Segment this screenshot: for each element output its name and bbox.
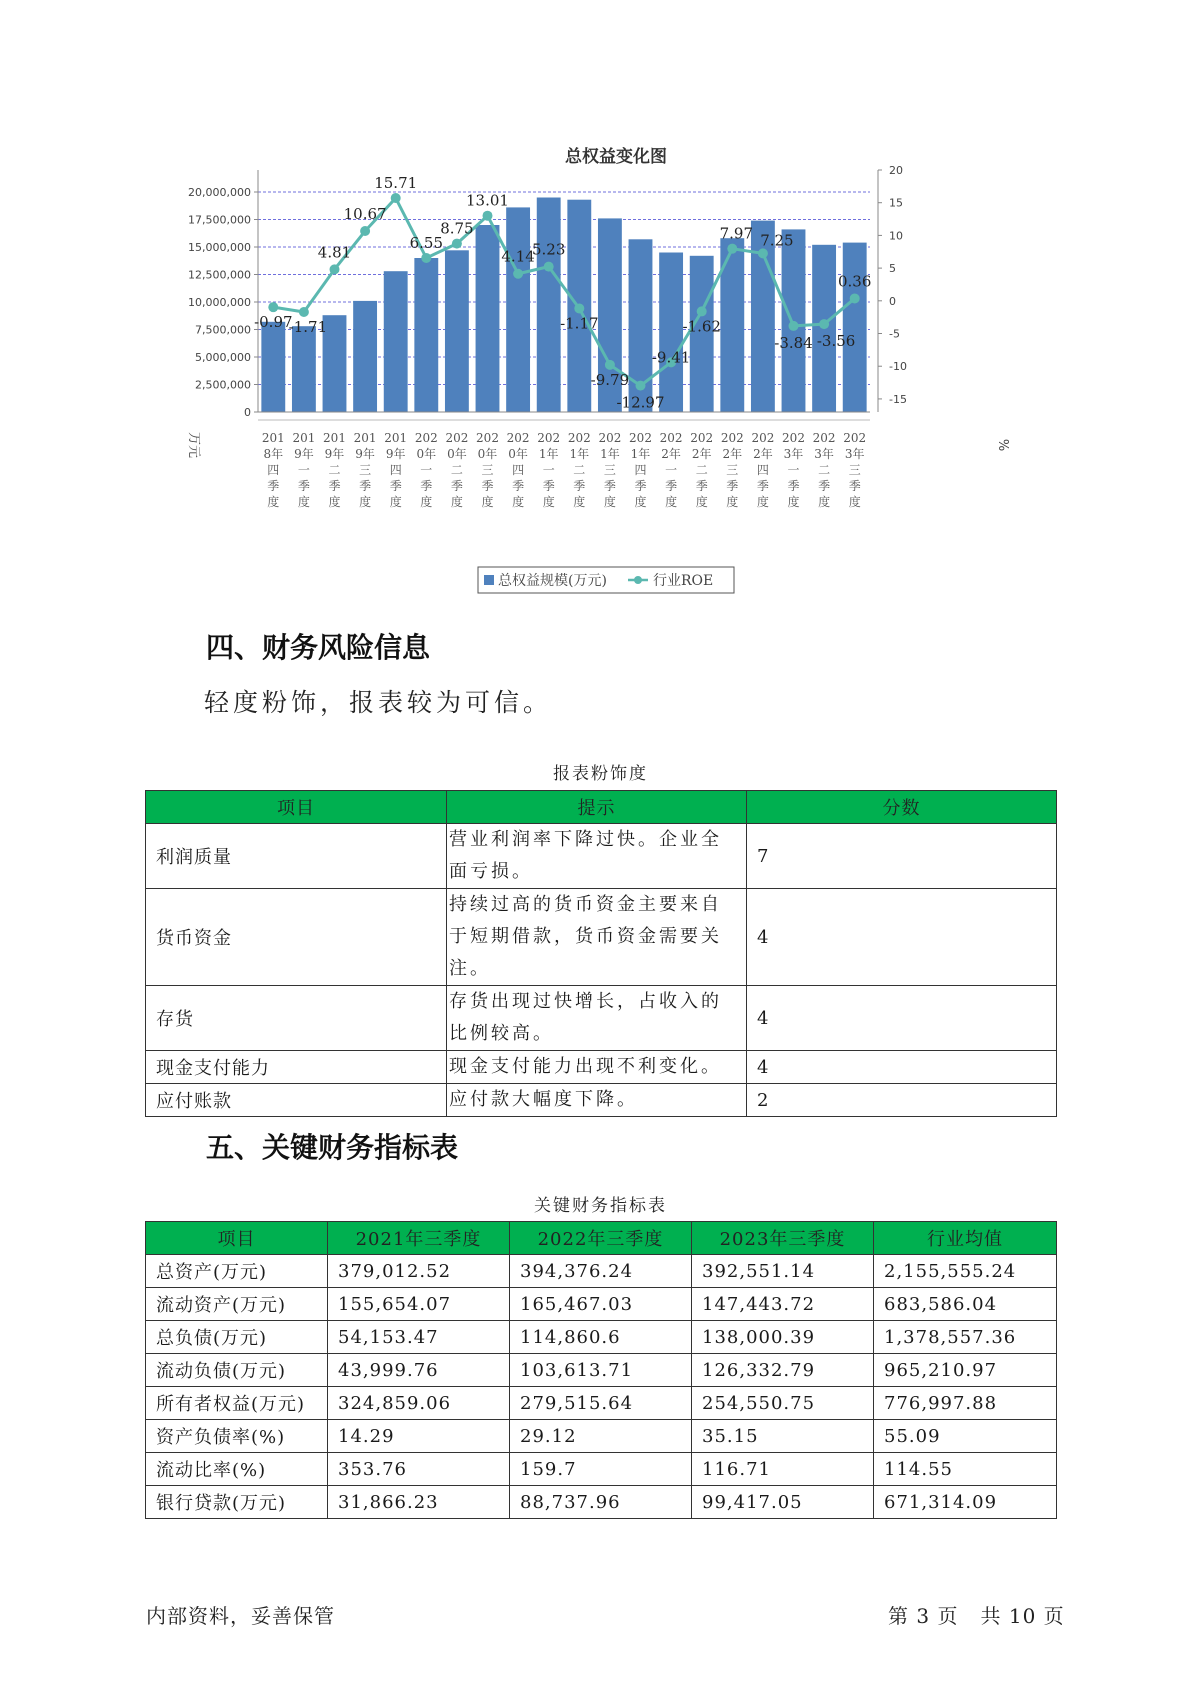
x-tick-label: 度: [848, 495, 861, 509]
y-right-tick-label: -5: [889, 327, 900, 341]
x-tick-label: 202: [720, 431, 744, 445]
x-tick-label: 一: [787, 463, 800, 477]
x-tick-label: 度: [573, 495, 586, 509]
x-tick-label: 三: [359, 463, 372, 477]
indicator-name: 所有者权益(万元): [146, 1387, 328, 1420]
roe-point: [636, 381, 646, 391]
x-tick-label: 度: [787, 495, 800, 509]
table-header-row: [146, 791, 1057, 824]
x-tick-label: 2年: [691, 447, 712, 461]
footer-page-number: 第 3 页 共 10 页: [888, 1604, 1065, 1628]
x-tick-label: 度: [328, 495, 341, 509]
x-tick-label: 三: [726, 463, 739, 477]
y-right-tick-label: 10: [889, 229, 903, 243]
x-tick-label: 201: [384, 431, 408, 445]
x-tick-label: 度: [726, 495, 739, 509]
value-2023q3: 126,332.79: [692, 1354, 874, 1387]
col-header-score: 分数: [747, 791, 1057, 824]
x-tick-label: 202: [537, 431, 561, 445]
roe-data-label: -9.41: [651, 348, 691, 367]
indicator-name: 流动比率(%): [146, 1453, 328, 1486]
value-2021q3: 54,153.47: [328, 1321, 510, 1354]
x-tick-label: 二: [695, 463, 708, 477]
x-tick-label: 9年: [355, 447, 375, 461]
x-tick-label: 度: [267, 495, 280, 509]
x-tick-label: 202: [476, 431, 499, 445]
x-tick-label: 季: [818, 479, 831, 493]
value-2023q3: 392,551.14: [692, 1255, 874, 1288]
roe-data-label: 7.25: [760, 231, 794, 250]
x-tick-label: 季: [603, 479, 616, 493]
table-row: [146, 1321, 1057, 1354]
equity-bar: [843, 243, 867, 412]
table-row: [146, 986, 1057, 1051]
roe-data-label: -0.97: [254, 313, 293, 332]
x-tick-label: 202: [843, 431, 867, 445]
x-tick-label: 季: [359, 479, 372, 493]
x-tick-label: 201: [292, 431, 316, 445]
indicator-name: 流动资产(万元): [146, 1288, 328, 1321]
roe-point: [299, 307, 309, 317]
roe-point: [360, 226, 370, 236]
value-2021q3: 31,866.23: [328, 1486, 510, 1519]
legend-line-label: 行业ROE: [653, 573, 714, 589]
table-row: [146, 1420, 1057, 1453]
value-2021q3: 43,999.76: [328, 1354, 510, 1387]
y-left-tick-label: 5,000,000: [195, 351, 251, 364]
roe-point: [544, 262, 554, 272]
col-header-2022q3: 2022年三季度: [510, 1222, 692, 1255]
roe-data-label: 5.23: [531, 240, 566, 259]
x-tick-label: 季: [787, 479, 800, 493]
x-tick-label: 2年: [753, 447, 773, 461]
x-tick-label: 季: [542, 479, 555, 493]
col-header-item: 项目: [146, 791, 447, 824]
y-right-tick-label: 20: [889, 164, 903, 177]
roe-data-label: 13.01: [466, 191, 509, 210]
x-tick-label: 三: [603, 463, 616, 477]
risk-score: 4: [747, 986, 1057, 1051]
roe-data-label: 6.55: [409, 233, 444, 252]
x-tick-label: 9年: [294, 447, 314, 461]
x-tick-label: 0年: [447, 447, 467, 461]
legend-bar-label: 总权益规模(万元): [498, 573, 607, 589]
col-header-hint: 提示: [447, 791, 747, 824]
x-tick-label: 202: [414, 431, 438, 445]
x-tick-label: 202: [812, 431, 836, 445]
x-tick-label: 季: [481, 479, 494, 493]
x-tick-label: 度: [542, 495, 555, 509]
equity-bar: [537, 198, 561, 413]
roe-data-label: 7.97: [719, 224, 754, 243]
table-row: [146, 1453, 1057, 1486]
y-left-tick-label: 15,000,000: [188, 241, 251, 254]
roe-point: [850, 293, 860, 303]
roe-point: [697, 306, 707, 316]
x-tick-label: 季: [512, 479, 525, 493]
x-tick-label: 3年: [814, 447, 834, 461]
x-tick-label: 一: [420, 463, 433, 477]
roe-data-label: -9.79: [590, 370, 630, 389]
value-2023q3: 254,550.75: [692, 1387, 874, 1420]
value-industry-avg: 1,378,557.36: [874, 1321, 1057, 1354]
value-2023q3: 35.15: [692, 1420, 874, 1453]
value-2022q3: 88,737.96: [510, 1486, 692, 1519]
x-tick-label: 三: [481, 463, 494, 477]
x-tick-label: 季: [267, 479, 280, 493]
table-row: [146, 1387, 1057, 1420]
x-tick-label: 202: [445, 431, 469, 445]
x-tick-label: 度: [665, 495, 678, 509]
x-tick-label: 四: [512, 463, 525, 477]
x-tick-label: 202: [659, 431, 683, 445]
x-tick-label: 季: [389, 479, 402, 493]
indicator-name: 流动负债(万元): [146, 1354, 328, 1387]
risk-table-caption: 报表粉饰度: [553, 764, 648, 784]
y-right-axis-label: %: [995, 438, 1010, 452]
x-tick-label: 二: [450, 463, 463, 477]
x-tick-label: 季: [756, 479, 769, 493]
roe-point: [605, 360, 615, 370]
x-tick-label: 0年: [477, 447, 498, 461]
x-tick-label: 季: [848, 479, 861, 493]
roe-data-label: -1.62: [682, 317, 721, 336]
x-tick-label: 季: [634, 479, 647, 493]
x-tick-label: 季: [450, 479, 463, 493]
value-industry-avg: 55.09: [874, 1420, 1057, 1453]
y-right-tick-label: 15: [889, 196, 903, 210]
roe-point: [574, 303, 584, 313]
value-2022q3: 159.7: [510, 1453, 692, 1486]
risk-score: 4: [747, 1051, 1057, 1084]
y-left-tick-label: 7,500,000: [195, 323, 251, 337]
y-left-axis-label: 万元: [186, 431, 201, 459]
roe-point: [330, 264, 340, 274]
equity-bar: [353, 301, 377, 412]
roe-point: [268, 302, 278, 312]
value-2022q3: 394,376.24: [510, 1255, 692, 1288]
x-tick-label: 1年: [600, 447, 620, 461]
x-tick-label: 度: [450, 495, 463, 509]
roe-point: [513, 269, 523, 279]
y-right-tick-label: 0: [889, 294, 896, 308]
x-tick-label: 四: [634, 463, 647, 477]
x-tick-label: 四: [389, 463, 402, 477]
risk-score: 4: [747, 889, 1057, 986]
roe-data-label: 4.81: [317, 243, 352, 262]
equity-bar: [292, 326, 316, 412]
x-tick-label: 202: [751, 431, 775, 445]
x-tick-label: 一: [542, 463, 555, 477]
chart-title: 总权益变化图: [565, 147, 667, 167]
roe-point: [391, 193, 401, 203]
value-2021q3: 324,859.06: [328, 1387, 510, 1420]
indicator-table: [145, 1221, 1057, 1519]
x-tick-label: 9年: [324, 447, 345, 461]
risk-hint: 应付款大幅度下降。: [447, 1084, 747, 1117]
value-2023q3: 99,417.05: [692, 1486, 874, 1519]
x-tick-label: 季: [665, 479, 678, 493]
roe-data-label: -1.17: [560, 314, 599, 333]
table-row: [146, 1051, 1057, 1084]
value-industry-avg: 114.55: [874, 1453, 1057, 1486]
risk-hint: 存货出现过快增长，占收入的比例较高。: [447, 986, 747, 1051]
roe-point: [452, 239, 462, 249]
y-right-tick-label: -10: [889, 360, 907, 374]
value-industry-avg: 671,314.09: [874, 1486, 1057, 1519]
x-tick-label: 202: [782, 431, 805, 445]
value-2022q3: 165,467.03: [510, 1288, 692, 1321]
x-tick-label: 202: [506, 431, 530, 445]
x-tick-label: 1年: [630, 447, 651, 461]
roe-point: [727, 244, 737, 254]
risk-hint: 持续过高的货币资金主要来自于短期借款，货币资金需要关注。: [447, 889, 747, 986]
x-tick-label: 度: [756, 495, 769, 509]
value-2023q3: 147,443.72: [692, 1288, 874, 1321]
col-header-industry-avg: 行业均值: [874, 1222, 1057, 1255]
risk-item: 存货: [146, 986, 447, 1051]
x-tick-label: 度: [603, 495, 616, 509]
x-tick-label: 3年: [844, 447, 865, 461]
value-2022q3: 103,613.71: [510, 1354, 692, 1387]
x-tick-label: 三: [848, 463, 861, 477]
indicator-name: 银行贷款(万元): [146, 1486, 328, 1519]
risk-item: 利润质量: [146, 824, 447, 889]
x-tick-label: 四: [756, 463, 769, 477]
x-tick-label: 201: [353, 431, 377, 445]
value-2023q3: 138,000.39: [692, 1321, 874, 1354]
x-tick-label: 度: [512, 495, 525, 509]
x-tick-label: 四: [267, 463, 280, 477]
value-2021q3: 379,012.52: [328, 1255, 510, 1288]
indicator-name: 资产负债率(%): [146, 1420, 328, 1453]
y-left-tick-label: 12,500,000: [188, 268, 251, 282]
section4-heading: 四、财务风险信息: [206, 631, 431, 664]
indicator-table-caption: 关键财务指标表: [534, 1196, 667, 1216]
legend-line-marker: [634, 576, 642, 584]
table-row: [146, 1354, 1057, 1387]
x-tick-label: 一: [665, 463, 678, 477]
x-tick-label: 季: [726, 479, 739, 493]
equity-bar: [659, 253, 683, 413]
roe-data-label: 0.36: [837, 272, 872, 291]
value-2021q3: 353.76: [328, 1453, 510, 1486]
roe-data-label: 15.71: [374, 174, 418, 193]
risk-summary: 轻度粉饰，报表较为可信。: [204, 688, 553, 717]
table-header-row: [146, 1222, 1057, 1255]
value-industry-avg: 776,997.88: [874, 1387, 1057, 1420]
x-tick-label: 0年: [508, 447, 528, 461]
x-tick-label: 度: [818, 495, 831, 509]
roe-data-label: -3.84: [774, 333, 813, 352]
equity-bar: [506, 207, 530, 412]
x-tick-label: 202: [690, 431, 714, 445]
roe-data-label: 8.75: [440, 219, 474, 238]
x-tick-label: 1年: [569, 447, 590, 461]
table-row: [146, 889, 1057, 986]
equity-change-chart: [170, 130, 1010, 600]
roe-point: [819, 319, 829, 329]
value-industry-avg: 683,586.04: [874, 1288, 1057, 1321]
indicator-name: 总资产(万元): [146, 1255, 328, 1288]
y-left-tick-label: 17,500,000: [188, 213, 251, 227]
col-header-item: 项目: [146, 1222, 328, 1255]
table-row: [146, 824, 1057, 889]
y-left-tick-label: 2,500,000: [195, 378, 251, 392]
table-row: [146, 1288, 1057, 1321]
value-industry-avg: 2,155,555.24: [874, 1255, 1057, 1288]
x-tick-label: 二: [328, 463, 341, 477]
x-tick-label: 度: [389, 495, 402, 509]
x-tick-label: 季: [297, 479, 310, 493]
table-row: [146, 1486, 1057, 1519]
x-tick-label: 2年: [722, 447, 743, 461]
equity-bar: [782, 229, 806, 412]
x-tick-label: 202: [598, 431, 622, 445]
x-tick-label: 二: [818, 463, 831, 477]
x-tick-label: 二: [573, 463, 586, 477]
x-tick-label: 201: [323, 431, 346, 445]
roe-data-label: 4.14: [501, 247, 535, 266]
y-right-tick-label: -15: [889, 392, 907, 406]
equity-bar: [445, 250, 469, 412]
value-2021q3: 155,654.07: [328, 1288, 510, 1321]
x-tick-label: 季: [573, 479, 586, 493]
x-tick-label: 9年: [385, 447, 406, 461]
indicator-name: 总负债(万元): [146, 1321, 328, 1354]
x-tick-label: 度: [695, 495, 708, 509]
equity-bar: [384, 271, 408, 412]
roe-data-label: -12.97: [616, 393, 665, 412]
roe-point: [758, 248, 768, 258]
roe-data-label: -3.56: [816, 332, 856, 351]
x-tick-label: 度: [359, 495, 372, 509]
y-left-tick-label: 10,000,000: [188, 296, 251, 309]
x-tick-label: 0年: [416, 447, 437, 461]
x-tick-label: 1年: [538, 447, 559, 461]
footer-confidential-note: 内部资料，妥善保管: [146, 1604, 335, 1628]
x-tick-label: 度: [297, 495, 310, 509]
value-2023q3: 116.71: [692, 1453, 874, 1486]
x-tick-label: 季: [328, 479, 341, 493]
roe-point: [789, 321, 799, 331]
value-2021q3: 14.29: [328, 1420, 510, 1453]
col-header-2023q3: 2023年三季度: [692, 1222, 874, 1255]
value-2022q3: 114,860.6: [510, 1321, 692, 1354]
risk-score: 7: [747, 824, 1057, 889]
equity-bar: [414, 258, 438, 412]
risk-item: 货币资金: [146, 889, 447, 986]
table-row: [146, 1255, 1057, 1288]
roe-point: [483, 211, 493, 221]
x-tick-label: 3年: [783, 447, 804, 461]
y-left-tick-label: 20,000,000: [188, 186, 251, 199]
x-tick-label: 8年: [263, 447, 284, 461]
section5-heading: 五、关键财务指标表: [206, 1131, 459, 1164]
value-2022q3: 279,515.64: [510, 1387, 692, 1420]
legend-bar-swatch: [484, 575, 494, 585]
risk-item: 现金支付能力: [146, 1051, 447, 1084]
roe-data-label: 10.67: [343, 205, 387, 224]
risk-hint: 营业利润率下降过快。企业全面亏损。: [447, 824, 747, 889]
x-tick-label: 度: [481, 495, 494, 509]
x-tick-label: 202: [629, 431, 652, 445]
x-tick-label: 季: [695, 479, 708, 493]
roe-data-label: -1.71: [288, 317, 328, 336]
y-left-tick-label: 0: [244, 406, 251, 419]
x-tick-label: 202: [567, 431, 591, 445]
x-tick-label: 度: [634, 495, 647, 509]
x-tick-label: 一: [297, 463, 310, 477]
x-tick-label: 度: [420, 495, 433, 509]
equity-bar: [476, 225, 500, 412]
table-row: [146, 1084, 1057, 1117]
y-right-tick-label: 5: [889, 262, 896, 276]
col-header-2021q3: 2021年三季度: [328, 1222, 510, 1255]
risk-hint: 现金支付能力出现不利变化。: [447, 1051, 747, 1084]
risk-table: [145, 790, 1057, 1117]
chart-legend: [478, 567, 734, 593]
equity-bar: [261, 322, 285, 412]
roe-point: [421, 253, 431, 263]
x-tick-label: 201: [261, 431, 285, 445]
risk-item: 应付账款: [146, 1084, 447, 1117]
x-tick-label: 2年: [661, 447, 681, 461]
x-tick-label: 季: [420, 479, 433, 493]
risk-score: 2: [747, 1084, 1057, 1117]
value-industry-avg: 965,210.97: [874, 1354, 1057, 1387]
value-2022q3: 29.12: [510, 1420, 692, 1453]
